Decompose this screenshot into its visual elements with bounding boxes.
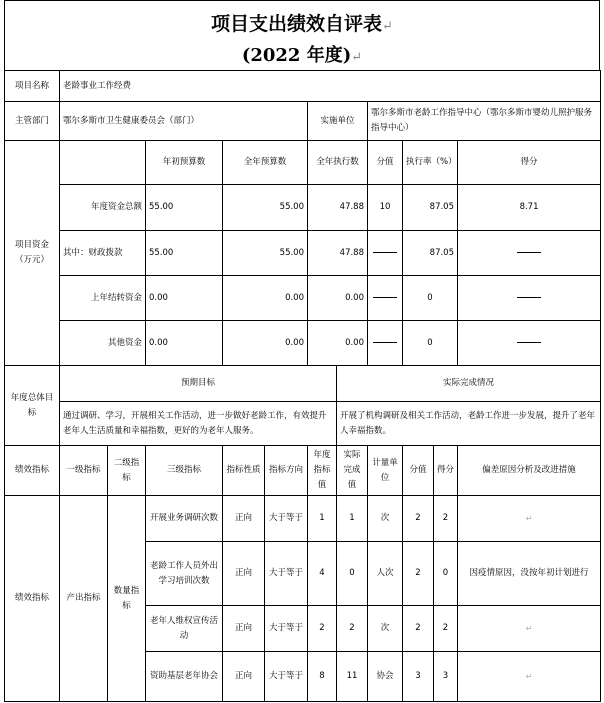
dept-label: 主管部门 xyxy=(5,102,60,141)
dash-mark xyxy=(517,297,541,298)
project-value: 老龄事业工作经费 xyxy=(60,71,601,102)
dash-mark xyxy=(517,252,541,253)
funds-section-label: 项目资金（万元） xyxy=(5,141,60,366)
indicators-header-row: 绩效指标 一级指标 二级指标 三级指标 指标性质 指标方向 年度指标值 实际完成值 计量单位 分值 得分 偏差原因分析及改进措施 xyxy=(5,446,601,496)
indicators-section-label: 绩效指标 xyxy=(5,446,60,496)
indicator-level2: 数量指标 xyxy=(108,496,146,702)
dash-mark xyxy=(373,252,397,253)
dept-row xyxy=(5,102,601,141)
self-evaluation-form xyxy=(4,0,600,703)
funds-row: 其他资金 0.00 0.00 0.00 0 xyxy=(5,321,601,366)
goals-actual-header: 实际完成情况 xyxy=(337,366,601,402)
return-mark-icon: ↵ xyxy=(525,623,533,633)
funds-row: 其中：财政拨款 55.00 55.00 47.88 87.05 xyxy=(5,231,601,276)
goals-header-row xyxy=(5,366,601,402)
funds-header-score: 得分 xyxy=(458,141,601,185)
goals-actual-text: 开展了机构调研及相关工作活动，老龄工作进一步发展，提升了老年人幸福指数。 xyxy=(337,402,601,446)
unit-label: 实施单位 xyxy=(308,102,368,141)
goals-section-label: 年度总体目标 xyxy=(5,366,60,446)
indicator-level1: 产出指标 xyxy=(60,496,108,702)
goals-expected-text: 通过调研、学习，开展相关工作活动，进一步做好老龄工作，有效提升老年人生活质量和幸福指数，更好的为老年人服务。 xyxy=(60,402,337,446)
return-mark-icon: ↵ xyxy=(525,513,533,523)
indicator-row: 资助基层老年协会 正向 大于等于 8 11 协会 3 3 ↵ xyxy=(5,652,601,702)
evaluation-table xyxy=(4,70,601,702)
dash-mark xyxy=(373,297,397,298)
unit-value: 鄂尔多斯市老龄工作指导中心（鄂尔多斯市婴幼儿照护服务指导中心） xyxy=(368,102,601,141)
indicators-section-label: 绩效指标 xyxy=(5,496,60,702)
funds-row: 年度资金总额 55.00 55.00 47.88 10 87.05 8.71 xyxy=(5,185,601,231)
funds-header-score-value: 分值 xyxy=(368,141,403,185)
funds-header-executed: 全年执行数 xyxy=(308,141,368,185)
dept-value: 鄂尔多斯市卫生健康委员会（部门） xyxy=(60,102,308,141)
dash-mark xyxy=(517,342,541,343)
indicator-row: 老龄工作人员外出学习培训次数 正向 大于等于 4 0 人次 2 0 因疫情原因，没按年初计划进行 xyxy=(5,542,601,606)
form-subtitle: (2022 年度) xyxy=(241,45,352,66)
deviation-note: 因疫情原因，没按年初计划进行 xyxy=(458,542,601,606)
form-title: 项目支出绩效自评表 xyxy=(211,13,383,35)
project-label: 项目名称 xyxy=(5,71,60,102)
title-block xyxy=(4,0,600,71)
project-row xyxy=(5,71,601,102)
indicator-row: 老年人维权宣传活动 正向 大于等于 2 2 次 2 2 ↵ xyxy=(5,606,601,652)
funds-header-row xyxy=(5,141,601,185)
goals-content-row xyxy=(5,402,601,446)
funds-header-annual: 全年预算数 xyxy=(223,141,308,185)
dash-mark xyxy=(373,342,397,343)
funds-header-initial: 年初预算数 xyxy=(146,141,223,185)
goals-expected-header: 预期目标 xyxy=(60,366,337,402)
return-mark-icon: ↵ xyxy=(525,671,533,681)
funds-row: 上年结转资金 0.00 0.00 0.00 0 xyxy=(5,276,601,321)
return-mark-icon: ↵ xyxy=(351,50,363,65)
return-mark-icon: ↵ xyxy=(382,19,393,34)
funds-header-rate: 执行率（%） xyxy=(403,141,458,185)
indicator-row: 绩效指标 产出指标 数量指标 开展业务调研次数 正向 大于等于 1 1 次 2 2 ↵ xyxy=(5,496,601,542)
